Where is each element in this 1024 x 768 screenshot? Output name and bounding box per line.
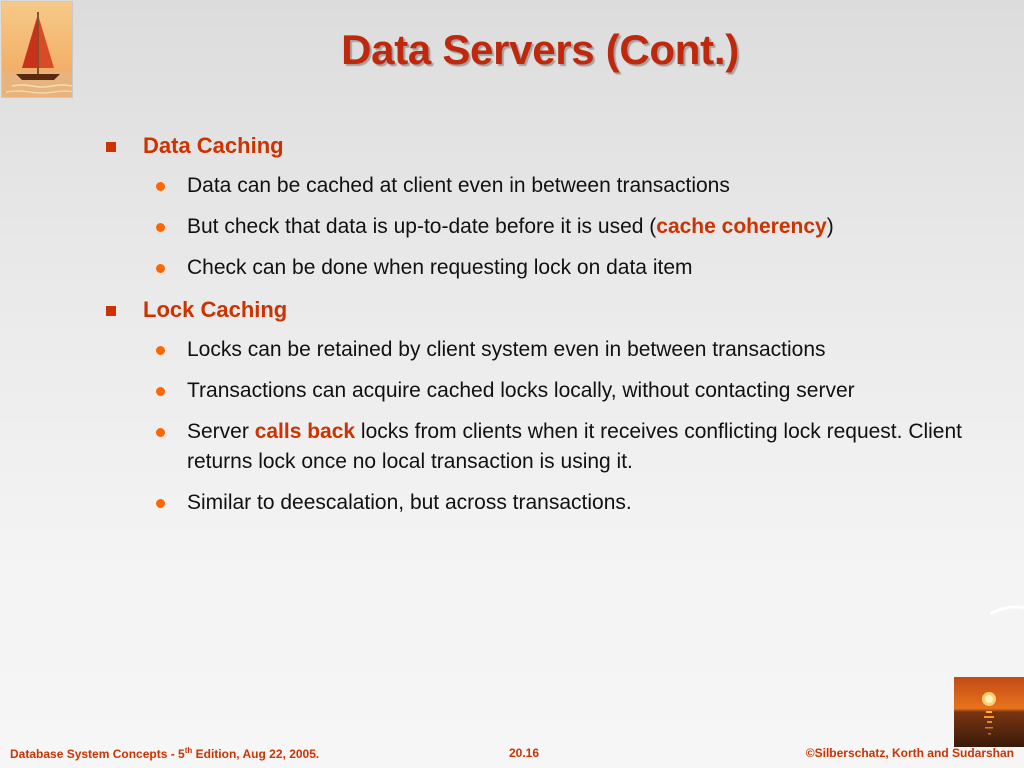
sub-bullet-text: Data can be cached at client even in between transactions xyxy=(187,174,730,197)
sub-bullet xyxy=(104,171,1004,201)
sub-bullet xyxy=(104,376,947,406)
dot-bullet-icon xyxy=(156,182,165,191)
footer-source-date: Edition, Aug 22, 2005. xyxy=(192,747,320,761)
footer-superscript: th xyxy=(184,746,193,755)
slide-content xyxy=(104,128,1004,518)
decorative-arc xyxy=(990,604,1024,616)
slide-number: 20.16 xyxy=(509,746,540,760)
square-bullet-icon xyxy=(106,306,116,316)
sub-bullet xyxy=(104,488,1004,518)
sub-bullet-text: Locks can be retained by client system even in between transactions xyxy=(187,338,826,361)
bullet-label: Lock Caching xyxy=(143,297,288,322)
highlight-term: calls back xyxy=(254,420,356,443)
dot-bullet-icon xyxy=(156,387,165,396)
sub-bullet xyxy=(104,417,987,477)
slide-title: Data Servers (Cont.) xyxy=(341,26,739,73)
dot-bullet-icon xyxy=(156,428,165,437)
sub-bullet-text: Check can be done when requesting lock on data item xyxy=(187,256,693,279)
sub-bullet-text: locks from clients when it receives conflicting lock request. Client returns lock once no local transaction is using it. xyxy=(187,420,963,473)
sub-bullet xyxy=(104,253,1004,283)
sub-bullet-text: But check that data is up-to-date before it is used ( xyxy=(187,215,657,238)
square-bullet-icon xyxy=(106,142,116,152)
dot-bullet-icon xyxy=(156,346,165,355)
sub-bullet xyxy=(104,212,1004,242)
sunset-logo xyxy=(954,677,1024,747)
bullet-label: Data Caching xyxy=(143,133,284,158)
footer-copyright: ©Silberschatz, Korth and Sudarshan xyxy=(805,746,1014,760)
dot-bullet-icon xyxy=(156,499,165,508)
dot-bullet-icon xyxy=(156,223,165,232)
bullet-data-caching xyxy=(104,132,1004,160)
dot-bullet-icon xyxy=(156,264,165,273)
sunset-icon xyxy=(954,677,1024,747)
sub-bullet xyxy=(104,335,1004,365)
highlight-term: cache coherency xyxy=(656,215,827,238)
sub-bullet-text: Transactions can acquire cached locks locally, without contacting server xyxy=(187,379,855,402)
bullet-lock-caching xyxy=(104,296,1004,324)
sub-bullet-text: Server xyxy=(187,420,255,443)
sub-bullet-text: ) xyxy=(826,215,834,238)
sub-bullet-text: Similar to deescalation, but across transactions. xyxy=(187,491,632,514)
footer-source-text: Database System Concepts - 5 xyxy=(10,747,185,761)
footer-source xyxy=(10,746,319,761)
